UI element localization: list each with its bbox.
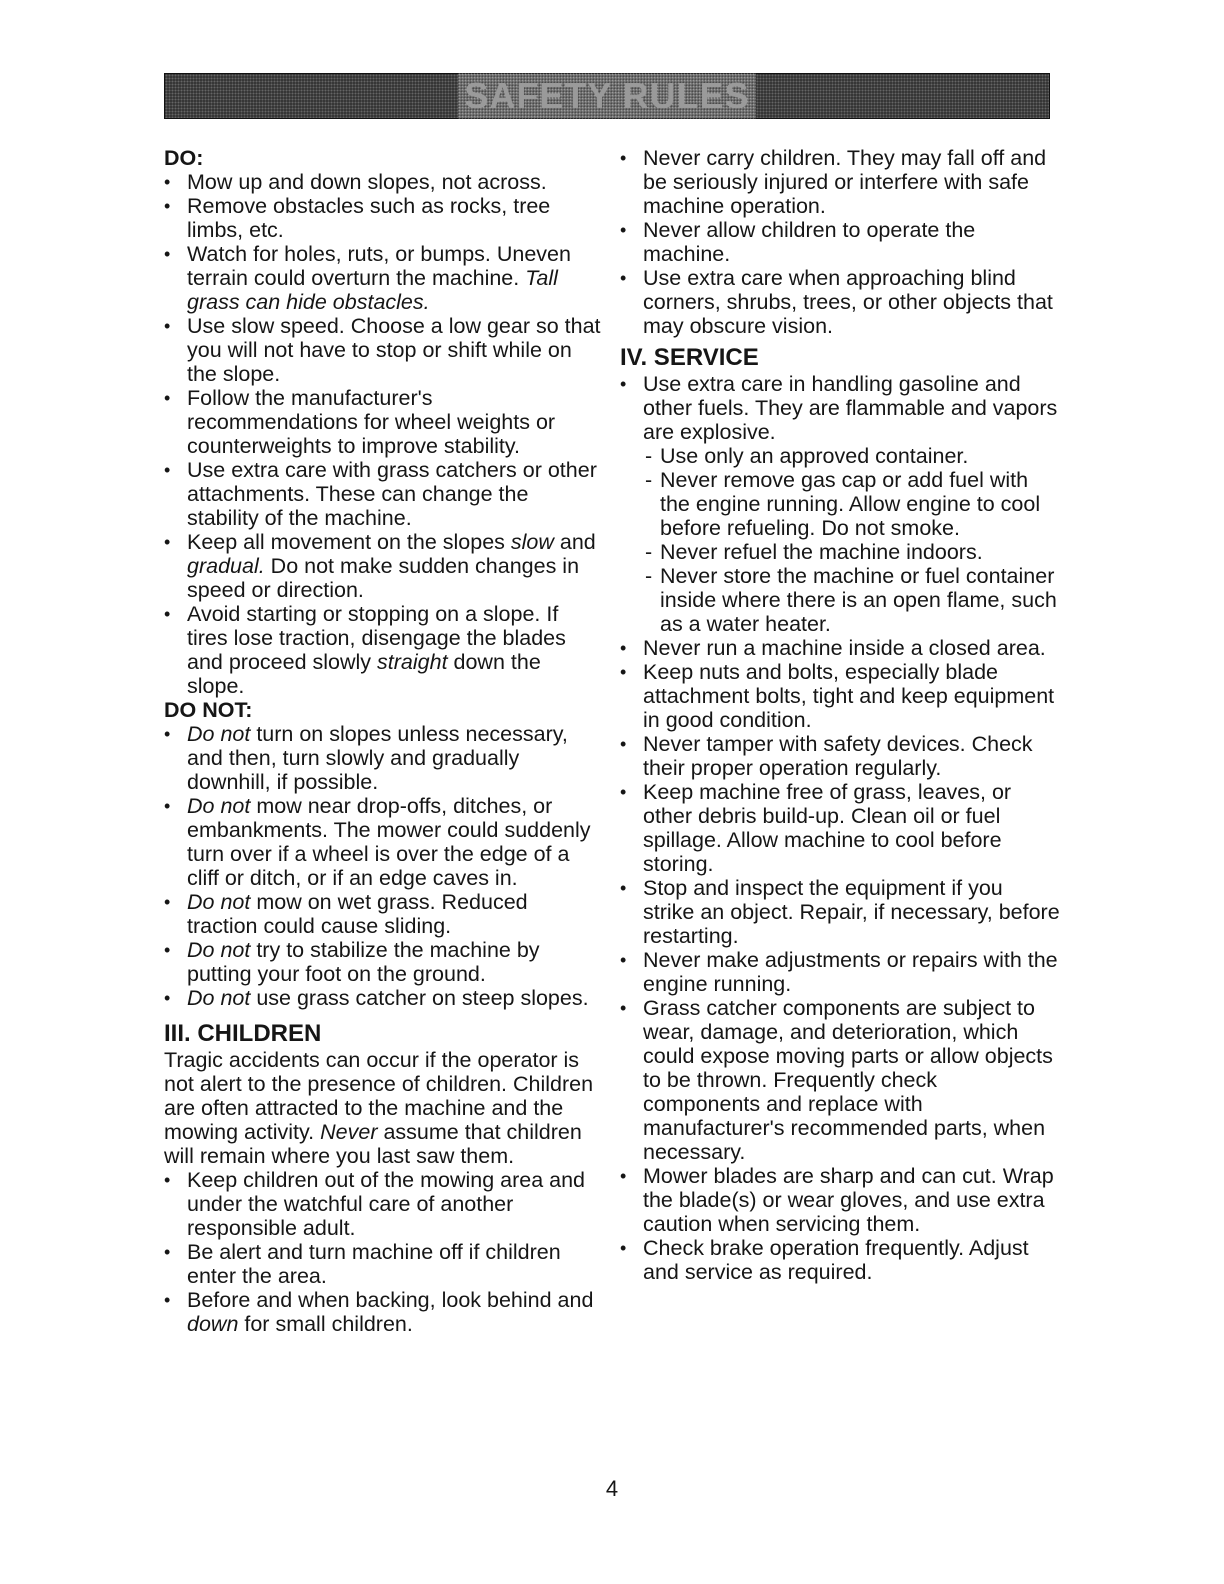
list-item: • Keep machine free of grass, leaves, or other debris build-up. Clean oil or fuel spillage. Allow machine to cool before storing. (620, 780, 1060, 876)
children-heading: III. CHILDREN (164, 1020, 322, 1047)
list-item: • Keep children out of the mowing area and under the watchful care of another responsible adult. (164, 1168, 604, 1240)
left-column (164, 146, 604, 1336)
list-item: • Follow the manufacturer's recommendations for wheel weights or counterweights to improve stability. (164, 386, 604, 458)
list-item: • Watch for holes, ruts, or bumps. Uneven terrain could overturn the machine. Tall grass can hide obstacles. (164, 242, 604, 314)
children-list-continued (620, 146, 1060, 338)
title-banner (164, 73, 1050, 119)
list-item: • Never carry children. They may fall off and be seriously injured or interfere with safe machine operation. (620, 146, 1060, 218)
fuel-subitem: - Never refuel the machine indoors. (645, 540, 1060, 564)
page-title: SAFETY RULES (458, 73, 755, 119)
fuel-item-text: Use extra care in handling gasoline and other fuels. They are flammable and vapors are explosive. (643, 372, 1058, 444)
list-item: • Never make adjustments or repairs with the engine running. (620, 948, 1060, 996)
fuel-list (620, 372, 1060, 636)
fuel-sublist (643, 444, 1060, 636)
do-not-heading: DO NOT: (164, 698, 253, 722)
list-item: • Mow up and down slopes, not across. (164, 170, 604, 194)
page-number: 4 (605, 1476, 619, 1501)
list-item: • Do not turn on slopes unless necessary, and then, turn slowly and gradually downhill, if possible. (164, 722, 604, 794)
service-list (620, 636, 1060, 1284)
do-list (164, 170, 604, 698)
do-heading: DO: (164, 146, 204, 170)
right-column (620, 146, 1060, 1284)
list-item: • Never allow children to operate the machine. (620, 218, 1060, 266)
list-item: • Grass catcher components are subject to wear, damage, and deterioration, which could expose moving parts or allow objects to be thrown. Frequently check components and replace with manufacturer's recommended parts, when necessary. (620, 996, 1060, 1164)
list-item: • Mower blades are sharp and can cut. Wrap the blade(s) or wear gloves, and use extra caution when servicing them. (620, 1164, 1060, 1236)
list-item: • Use extra care with grass catchers or other attachments. These can change the stability of the machine. (164, 458, 604, 530)
fuel-subitem: - Never remove gas cap or add fuel with the engine running. Allow engine to cool before refueling. Do not smoke. (645, 468, 1060, 540)
list-item: • Use extra care when approaching blind corners, shrubs, trees, or other objects that may obscure vision. (620, 266, 1060, 338)
list-item (620, 372, 1060, 636)
list-item: • Be alert and turn machine off if children enter the area. (164, 1240, 604, 1288)
fuel-subitem: - Use only an approved container. (645, 444, 1060, 468)
list-item: • Do not mow near drop-offs, ditches, or embankments. The mower could suddenly turn over if a wheel is over the edge of a cliff or ditch, or if an edge caves in. (164, 794, 604, 890)
list-item: • Avoid starting or stopping on a slope. If tires lose traction, disengage the blades and proceed slowly straight down the slope. (164, 602, 604, 698)
do-not-list (164, 722, 604, 1010)
list-item: • Never run a machine inside a closed area. (620, 636, 1060, 660)
list-item: • Before and when backing, look behind and down for small children. (164, 1288, 604, 1336)
list-item: • Never tamper with safety devices. Check their proper operation regularly. (620, 732, 1060, 780)
fuel-subitem: - Never store the machine or fuel container inside where there is an open flame, such as a water heater. (645, 564, 1060, 636)
list-item: • Stop and inspect the equipment if you strike an object. Repair, if necessary, before restarting. (620, 876, 1060, 948)
list-item: • Remove obstacles such as rocks, tree limbs, etc. (164, 194, 604, 242)
list-item: • Do not use grass catcher on steep slopes. (164, 986, 604, 1010)
list-item: • Check brake operation frequently. Adjust and service as required. (620, 1236, 1060, 1284)
list-item: • Do not mow on wet grass. Reduced traction could cause sliding. (164, 890, 604, 938)
service-heading: IV. SERVICE (620, 344, 759, 371)
list-item: • Do not try to stabilize the machine by putting your foot on the ground. (164, 938, 604, 986)
children-intro: Tragic accidents can occur if the operator is not alert to the presence of children. Children are often attracted to the machine and the mowing activity. Never assume that children will remain where you last saw them. (164, 1048, 594, 1168)
list-item: • Use slow speed. Choose a low gear so that you will not have to stop or shift while on the slope. (164, 314, 604, 386)
children-list (164, 1168, 604, 1336)
list-item: • Keep nuts and bolts, especially blade attachment bolts, tight and keep equipment in good condition. (620, 660, 1060, 732)
list-item: • Keep all movement on the slopes slow and gradual. Do not make sudden changes in speed or direction. (164, 530, 604, 602)
